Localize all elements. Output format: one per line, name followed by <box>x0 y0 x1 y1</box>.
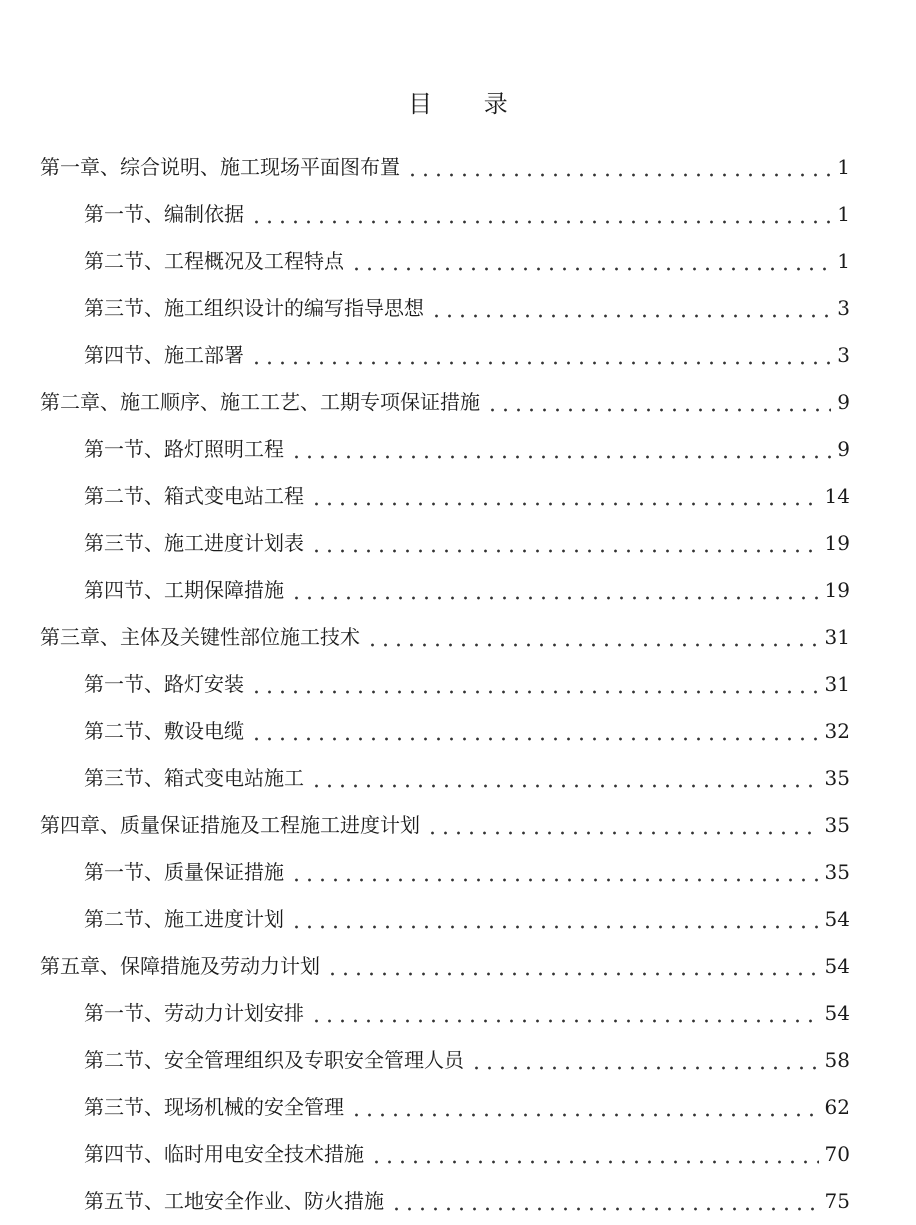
toc-dot-leader <box>310 1016 819 1026</box>
toc-section-entry <box>0 990 916 1037</box>
toc-section-entry <box>0 285 916 332</box>
toc-chapter-entry <box>0 943 916 990</box>
toc-dot-leader <box>350 264 831 274</box>
toc-list <box>0 144 916 1225</box>
toc-page-number: 3 <box>837 296 850 320</box>
toc-entry-label: 第一节、路灯安装 <box>84 672 244 696</box>
toc-dot-leader <box>310 546 819 556</box>
toc-page-number: 9 <box>837 437 850 461</box>
toc-section-entry <box>0 708 916 755</box>
toc-entry-label: 第二章、施工顺序、施工工艺、工期专项保证措施 <box>40 390 480 414</box>
toc-section-entry <box>0 238 916 285</box>
toc-entry-label: 第一节、编制依据 <box>84 202 244 226</box>
toc-page-number: 1 <box>837 155 850 179</box>
toc-page-number: 35 <box>824 860 850 884</box>
toc-page-number: 32 <box>824 719 850 743</box>
toc-page-number: 70 <box>824 1142 850 1166</box>
toc-section-entry <box>0 661 916 708</box>
toc-section-entry <box>0 567 916 614</box>
toc-page-number: 54 <box>824 954 850 978</box>
toc-section-entry <box>0 426 916 473</box>
toc-page-number: 3 <box>837 343 850 367</box>
toc-entry-label: 第一节、劳动力计划安排 <box>84 1001 304 1025</box>
toc-dot-leader <box>290 922 819 932</box>
toc-section-entry <box>0 1178 916 1225</box>
toc-dot-leader <box>390 1204 819 1214</box>
toc-dot-leader <box>310 499 819 509</box>
toc-page-number: 35 <box>824 766 850 790</box>
toc-section-entry <box>0 1131 916 1178</box>
toc-page-number: 75 <box>824 1189 850 1213</box>
toc-dot-leader <box>350 1110 819 1120</box>
toc-dot-leader <box>366 640 819 650</box>
toc-page-number: 19 <box>824 531 850 555</box>
toc-dot-leader <box>430 311 831 321</box>
toc-dot-leader <box>326 969 819 979</box>
toc-entry-label: 第三节、箱式变电站施工 <box>84 766 304 790</box>
toc-entry-label: 第三节、现场机械的安全管理 <box>84 1095 344 1119</box>
toc-entry-label: 第四章、质量保证措施及工程施工进度计划 <box>40 813 420 837</box>
toc-dot-leader <box>370 1157 819 1167</box>
toc-entry-label: 第一节、质量保证措施 <box>84 860 284 884</box>
toc-dot-leader <box>290 875 819 885</box>
toc-entry-label: 第三章、主体及关键性部位施工技术 <box>40 625 360 649</box>
toc-entry-label: 第一节、路灯照明工程 <box>84 437 284 461</box>
toc-dot-leader <box>290 593 819 603</box>
toc-entry-label: 第三节、施工进度计划表 <box>84 531 304 555</box>
toc-dot-leader <box>406 170 831 180</box>
toc-page-number: 31 <box>824 672 850 696</box>
toc-page-number: 35 <box>824 813 850 837</box>
toc-page-number: 14 <box>824 484 850 508</box>
toc-dot-leader <box>486 405 831 415</box>
toc-entry-label: 第四节、施工部署 <box>84 343 244 367</box>
toc-entry-label: 第四节、工期保障措施 <box>84 578 284 602</box>
toc-page-number: 1 <box>837 202 850 226</box>
toc-page-number: 19 <box>824 578 850 602</box>
toc-chapter-entry <box>0 802 916 849</box>
toc-dot-leader <box>290 452 831 462</box>
toc-section-entry <box>0 473 916 520</box>
toc-section-entry <box>0 332 916 379</box>
toc-page-number: 54 <box>824 907 850 931</box>
toc-entry-label: 第二节、施工进度计划 <box>84 907 284 931</box>
toc-chapter-entry <box>0 614 916 661</box>
toc-page-number: 62 <box>824 1095 850 1119</box>
toc-entry-label: 第二节、敷设电缆 <box>84 719 244 743</box>
toc-dot-leader <box>310 781 819 791</box>
toc-entry-label: 第五章、保障措施及劳动力计划 <box>40 954 320 978</box>
toc-section-entry <box>0 849 916 896</box>
toc-entry-label: 第二节、箱式变电站工程 <box>84 484 304 508</box>
toc-entry-label: 第二节、安全管理组织及专职安全管理人员 <box>84 1048 464 1072</box>
toc-entry-label: 第五节、工地安全作业、防火措施 <box>84 1189 384 1213</box>
toc-section-entry <box>0 191 916 238</box>
toc-section-entry <box>0 520 916 567</box>
toc-section-entry <box>0 896 916 943</box>
toc-dot-leader <box>470 1063 819 1073</box>
toc-title: 目 录 <box>408 90 530 118</box>
toc-page-number: 58 <box>824 1048 850 1072</box>
toc-chapter-entry <box>0 379 916 426</box>
toc-section-entry <box>0 1037 916 1084</box>
toc-dot-leader <box>250 358 831 368</box>
toc-dot-leader <box>250 217 831 227</box>
toc-dot-leader <box>426 828 819 838</box>
toc-section-entry <box>0 755 916 802</box>
toc-page-number: 9 <box>837 390 850 414</box>
toc-page-number: 31 <box>824 625 850 649</box>
toc-dot-leader <box>250 687 819 697</box>
toc-chapter-entry <box>0 144 916 191</box>
toc-page-number: 1 <box>837 249 850 273</box>
toc-page-number: 54 <box>824 1001 850 1025</box>
toc-entry-label: 第三节、施工组织设计的编写指导思想 <box>84 296 424 320</box>
toc-entry-label: 第二节、工程概况及工程特点 <box>84 249 344 273</box>
toc-entry-label: 第四节、临时用电安全技术措施 <box>84 1142 364 1166</box>
toc-dot-leader <box>250 734 819 744</box>
toc-entry-label: 第一章、综合说明、施工现场平面图布置 <box>40 155 400 179</box>
toc-section-entry <box>0 1084 916 1131</box>
